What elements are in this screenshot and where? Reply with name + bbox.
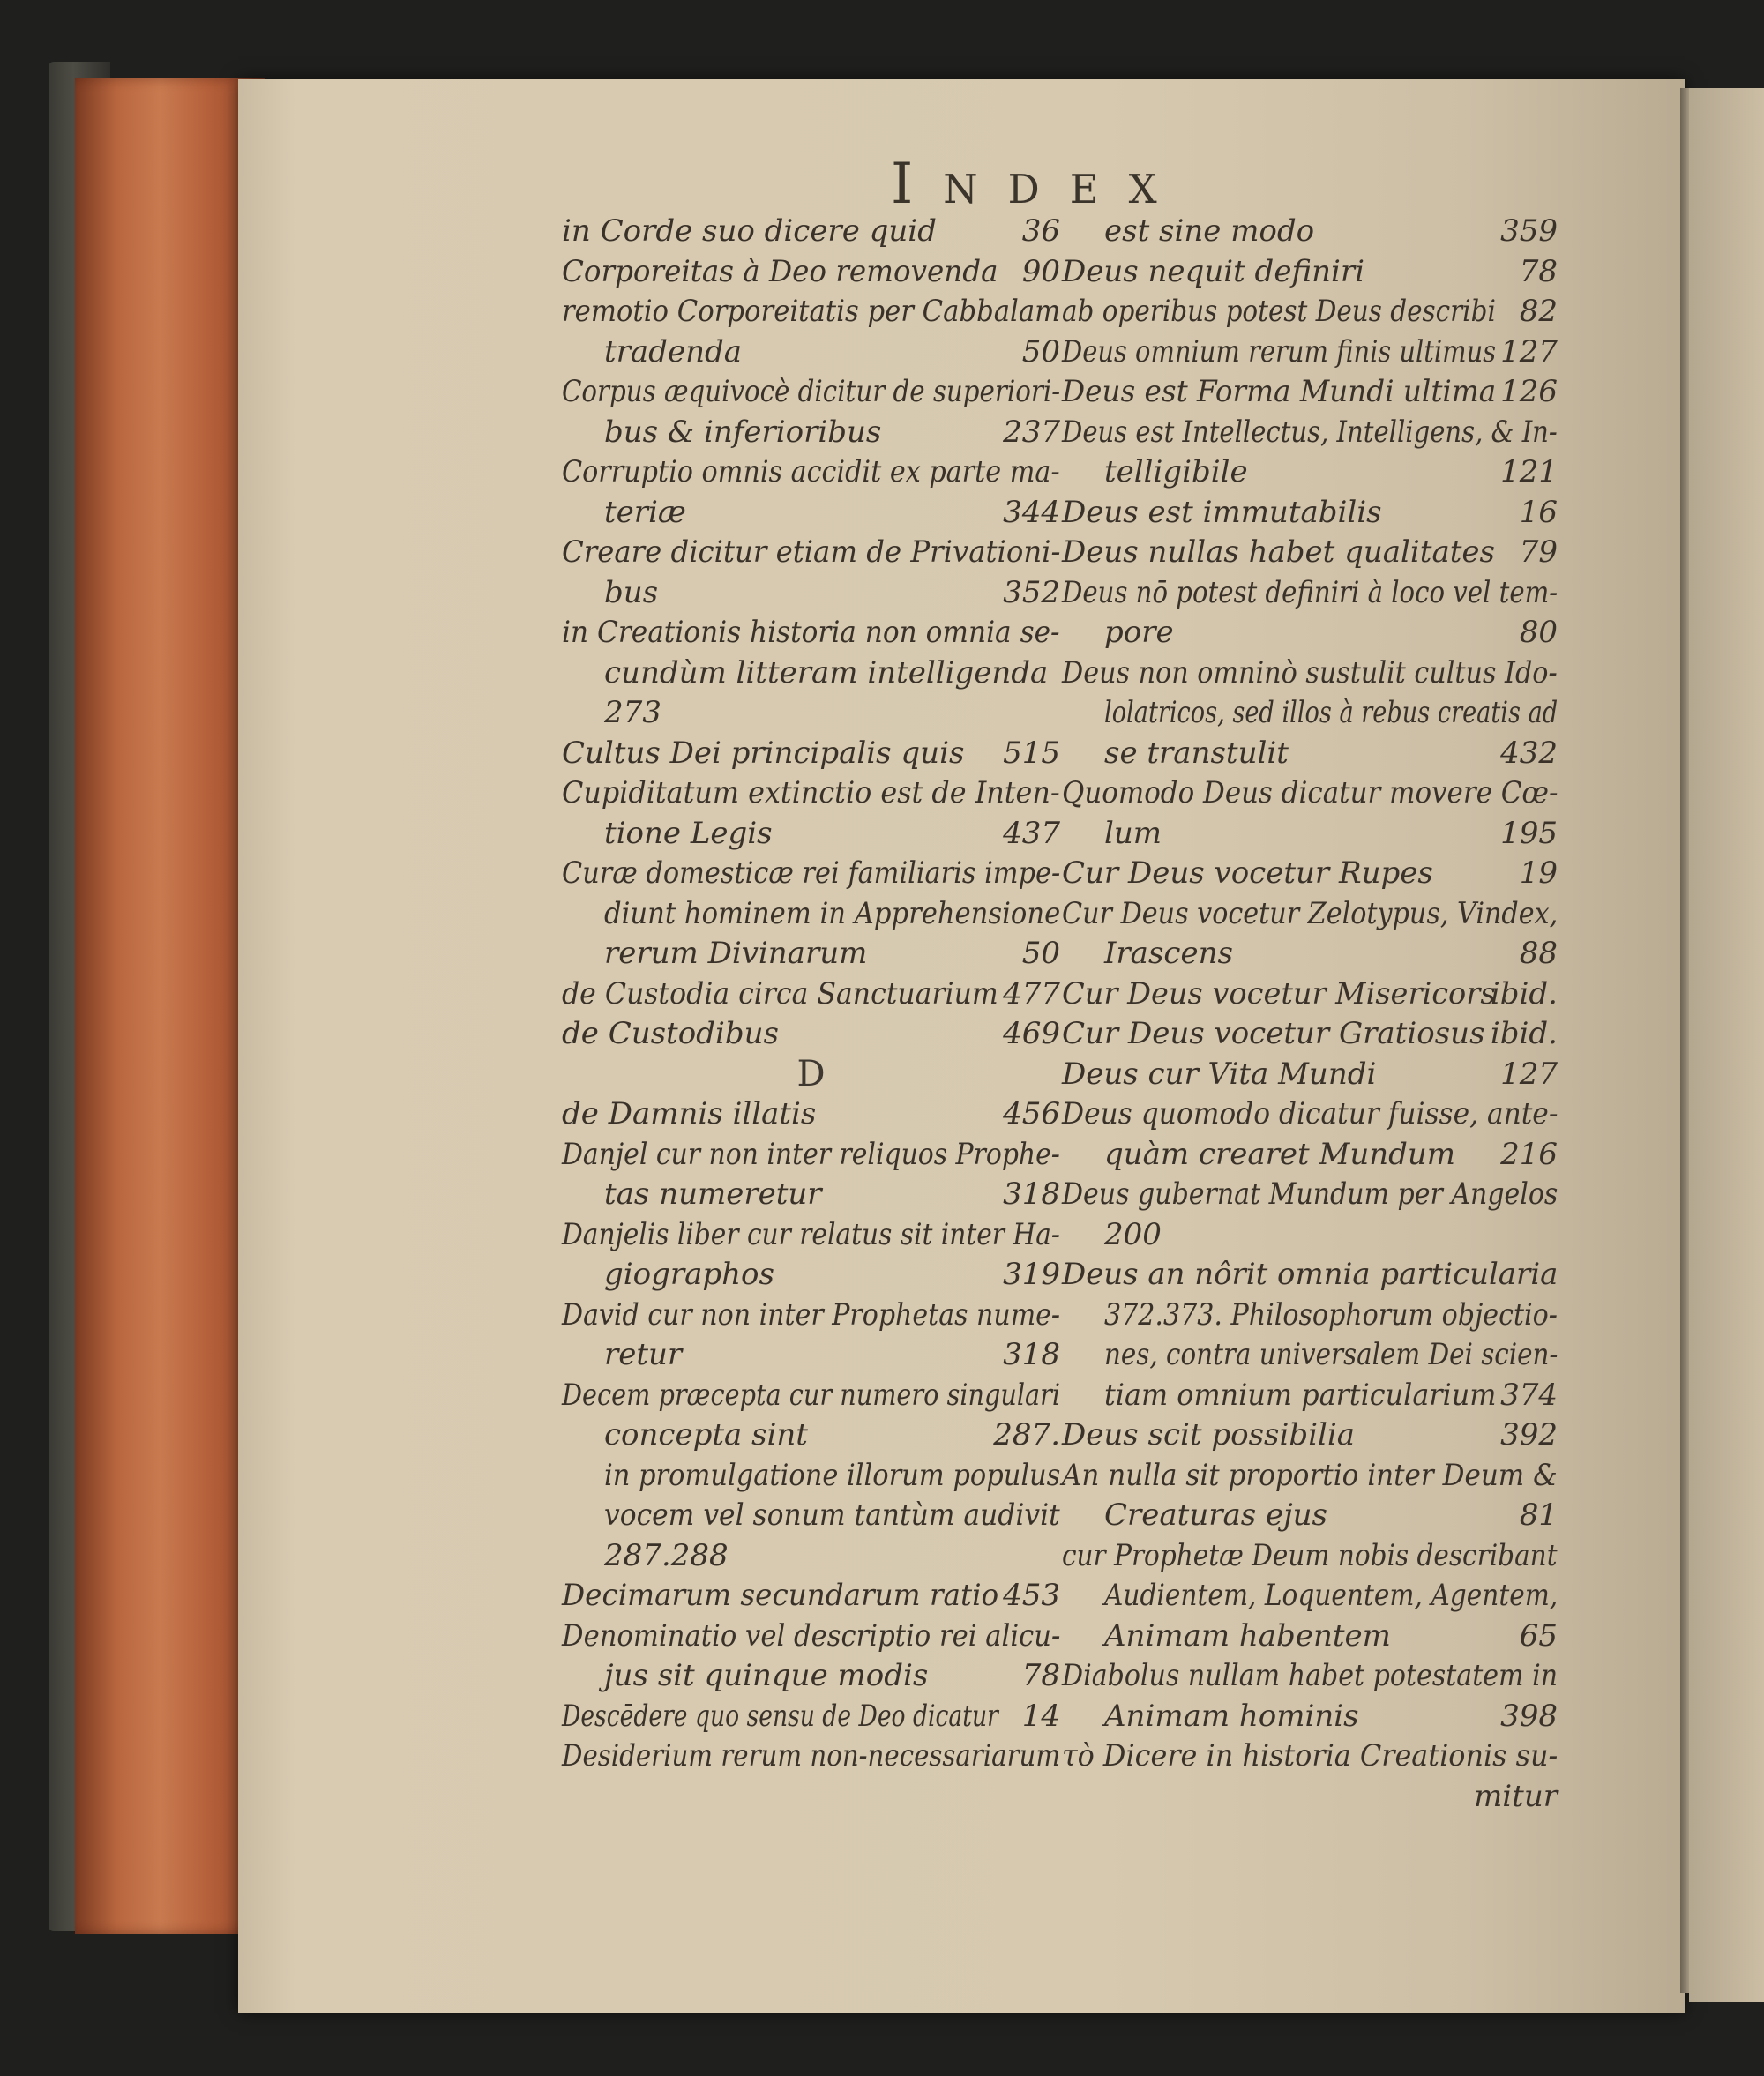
index-column-right xyxy=(1062,212,1558,1817)
index-entry-line xyxy=(562,934,1060,975)
index-entry-text: Deus est Forma Mundi ultima xyxy=(1062,374,1497,409)
index-page-number: 359 xyxy=(1500,213,1558,249)
index-page-number: 50 xyxy=(1021,333,1060,370)
index-entry-line xyxy=(562,1215,1060,1256)
index-entry-line xyxy=(562,1697,1060,1737)
index-page-number: 237 xyxy=(1003,414,1060,450)
index-entry-text: Denominatio vel descriptio rei alicu- xyxy=(562,1617,1061,1654)
index-entry-text: Deus cur Vita Mundi xyxy=(1062,1056,1377,1092)
index-page-number: 477 xyxy=(1003,975,1060,1012)
index-entry-line xyxy=(1062,1014,1558,1055)
index-entry-line xyxy=(1062,1335,1558,1376)
index-page-number: 14 xyxy=(1021,1698,1060,1734)
index-entry-text: tas numeretur xyxy=(604,1176,822,1212)
index-entry-text: tione Legis xyxy=(604,815,773,851)
index-entry-text: in Creationis historia non omnia se- xyxy=(562,615,1060,650)
index-column-left xyxy=(562,212,1060,1777)
index-entry-text: Decem præcepta cur numero singulari xyxy=(562,1377,1061,1413)
index-entry-line xyxy=(1062,1697,1558,1737)
index-page-number: 318 xyxy=(1003,1337,1060,1372)
index-page-number: 16 xyxy=(1519,494,1558,530)
index-page-number: 453 xyxy=(1003,1578,1060,1613)
index-entry-text: lum xyxy=(1104,815,1162,851)
index-entry-text: de Custodibus xyxy=(562,1016,779,1051)
index-entry-line xyxy=(562,734,1060,774)
index-entry-line xyxy=(1062,1617,1558,1657)
index-entry-text: diunt hominem in Apprehensione xyxy=(604,895,1061,931)
index-entry-line xyxy=(562,332,1060,373)
index-entry-line xyxy=(1062,613,1558,653)
index-page-number: 432 xyxy=(1500,735,1558,771)
index-entry-line xyxy=(562,814,1060,855)
index-entry-line xyxy=(1062,854,1558,894)
index-entry-text: Deus omnium rerum finis ultimus xyxy=(1062,333,1497,370)
index-entry-line xyxy=(1062,292,1558,332)
index-entry-line xyxy=(562,252,1060,293)
index-entry-text: rerum Divinarum xyxy=(604,936,868,971)
index-entry-text: de Damnis illatis xyxy=(562,1096,817,1131)
index-entry-text: jus sit quinque modis xyxy=(604,1658,929,1693)
index-entry-text: Irascens xyxy=(1104,936,1233,971)
index-entry-line xyxy=(1062,975,1558,1015)
index-entry-line xyxy=(1062,332,1558,373)
index-page-number: 515 xyxy=(1003,735,1060,771)
index-page-number: 126 xyxy=(1500,374,1558,409)
index-page-number: ibid. xyxy=(1490,1016,1558,1051)
index-entry-line xyxy=(562,653,1060,694)
index-entry-line xyxy=(562,1376,1060,1416)
index-entry-line xyxy=(562,533,1060,573)
index-entry-text: nes, contra universalem Dei scien- xyxy=(1104,1337,1558,1372)
page-edges xyxy=(75,78,265,1934)
index-entry-line xyxy=(562,493,1060,534)
index-entry-line xyxy=(562,1296,1060,1336)
index-entry-line xyxy=(1062,452,1558,493)
index-entry-text: Audientem, Loquentem, Agentem, xyxy=(1104,1578,1558,1613)
index-entry-text: mitur xyxy=(1474,1778,1558,1814)
index-entry-text: se transtulit xyxy=(1104,735,1289,771)
index-entry-text: concepta sint xyxy=(604,1417,808,1452)
index-entry-line xyxy=(1062,894,1558,935)
index-entry-text: 372.373. Philosophorum objectio- xyxy=(1104,1296,1558,1333)
index-entry-line xyxy=(1062,252,1558,293)
index-entry-text: Animam hominis xyxy=(1104,1698,1359,1734)
index-entry-text: vocem vel sonum tantùm audivit xyxy=(604,1497,1060,1533)
index-entry-text: Quomodo Deus dicatur movere Cœ- xyxy=(1062,775,1558,810)
index-entry-line xyxy=(1062,1255,1558,1296)
index-entry-line xyxy=(1062,1376,1558,1416)
index-entry-line xyxy=(1062,693,1558,734)
index-entry-line xyxy=(1062,1055,1558,1095)
index-entry-text: 273 xyxy=(604,695,662,730)
index-entry-text: Desiderium rerum non-necessariarum xyxy=(562,1738,1061,1774)
index-page-number: 374 xyxy=(1500,1377,1558,1413)
index-entry-line xyxy=(562,854,1060,894)
index-entry-line xyxy=(1062,814,1558,855)
index-entry-line xyxy=(562,212,1060,252)
index-page-number: 437 xyxy=(1003,815,1060,851)
index-entry-line xyxy=(562,1335,1060,1376)
index-entry-line xyxy=(1062,1415,1558,1456)
index-entry-text: pore xyxy=(1104,615,1174,650)
index-page-number: 456 xyxy=(1003,1096,1060,1131)
index-entry-line xyxy=(562,894,1060,935)
index-entry-text: Deus nequit definiri xyxy=(1062,253,1365,289)
index-page-number: ibid. xyxy=(1490,975,1558,1012)
index-entry-line xyxy=(1062,1736,1558,1777)
index-page-number: 319 xyxy=(1003,1257,1060,1292)
index-entry-text: Cupiditatum extinctio est de Inten- xyxy=(562,775,1060,810)
index-entry-text: cur Prophetæ Deum nobis describant xyxy=(1062,1537,1558,1573)
index-page-number: 78 xyxy=(1021,1658,1060,1693)
index-entry-text: Deus an nôrit omnia particularia xyxy=(1062,1257,1558,1292)
index-entry-line xyxy=(1062,1094,1558,1135)
index-entry-line xyxy=(1062,934,1558,975)
index-entry-line xyxy=(1062,573,1558,614)
index-entry-text: bus xyxy=(604,574,659,610)
index-entry-line xyxy=(1062,653,1558,694)
index-page-number: 81 xyxy=(1519,1497,1558,1533)
index-entry-line xyxy=(562,452,1060,493)
index-page-number: 398 xyxy=(1500,1698,1558,1734)
index-entry-line xyxy=(1062,734,1558,774)
index-entry-line xyxy=(1062,372,1558,413)
index-entry-text: Creare dicitur etiam de Privationi- xyxy=(562,534,1061,570)
index-entry-text: Danjel cur non inter reliquos Prophe- xyxy=(562,1136,1060,1172)
index-entry-text: Animam habentem xyxy=(1104,1617,1391,1654)
index-page-number: 19 xyxy=(1519,855,1558,891)
index-entry-line xyxy=(562,1656,1060,1697)
index-entry-line xyxy=(562,372,1060,413)
index-entry-text: Deus non omninò sustulit cultus Ido- xyxy=(1062,654,1558,691)
index-entry-line xyxy=(1062,1296,1558,1336)
index-entry-text: Cultus Dei principalis quis xyxy=(562,735,965,771)
page-fold xyxy=(1680,88,1689,1993)
index-entry-text: Descēdere quo sensu de Deo dicatur xyxy=(562,1698,998,1734)
index-entry-text: Diabolus nullam habet potestatem in xyxy=(1062,1658,1558,1693)
index-entry-text: tradenda xyxy=(604,333,743,370)
index-entry-line xyxy=(562,1175,1060,1215)
index-entry-text: 287.288 xyxy=(604,1537,729,1573)
index-entry-line xyxy=(562,1736,1060,1777)
index-page-number: 65 xyxy=(1519,1617,1558,1654)
index-entry-line xyxy=(1062,773,1558,814)
index-entry-line xyxy=(562,1255,1060,1296)
index-entry-text: Cur Deus vocetur Zelotypus, Vindex, xyxy=(1062,895,1558,931)
index-entry-text: Danjelis liber cur relatus sit inter Ha- xyxy=(562,1216,1060,1252)
index-entry-line xyxy=(1062,413,1558,453)
index-entry-line xyxy=(562,292,1060,332)
index-entry-line xyxy=(1062,1656,1558,1697)
index-page-number: 82 xyxy=(1519,294,1558,329)
index-entry-line xyxy=(562,1014,1060,1055)
index-entry-line xyxy=(562,1536,1060,1577)
index-entry-line xyxy=(562,573,1060,614)
index-entry-line xyxy=(1062,1496,1558,1536)
index-page-number: 50 xyxy=(1021,936,1060,971)
index-entry-line xyxy=(1062,533,1558,573)
index-entry-line xyxy=(562,693,1060,734)
index-entry-line xyxy=(1062,1536,1558,1577)
index-entry-line xyxy=(1062,1456,1558,1497)
index-entry-line xyxy=(1062,493,1558,534)
index-entry-line xyxy=(1062,1135,1558,1176)
index-entry-text: Corporeitas à Deo removenda xyxy=(562,253,998,289)
index-page-number: 90 xyxy=(1021,253,1060,289)
index-entry-text: Corruptio omnis accidit ex parte ma- xyxy=(562,454,1060,489)
index-entry-text: Deus est Intellectus, Intelligens, & In- xyxy=(1062,414,1558,450)
index-entry-text: Deus nō potest definiri à loco vel tem- xyxy=(1062,574,1558,610)
index-entry-text: de Custodia circa Sanctuarium xyxy=(562,975,998,1012)
index-entry-line xyxy=(1062,1175,1558,1215)
index-entry-text: Deus quomodo dicatur fuisse, ante- xyxy=(1062,1096,1558,1131)
index-page-number: 121 xyxy=(1500,454,1558,489)
index-page-number: 127 xyxy=(1500,1056,1558,1092)
index-page-number: 344 xyxy=(1003,494,1060,530)
index-entry-text: ab operibus potest Deus describi xyxy=(1062,294,1496,329)
index-entry-text: Cur Deus vocetur Gratiosus xyxy=(1062,1016,1485,1051)
index-entry-text: Corpus æquivocè dicitur de superiori- xyxy=(562,374,1061,409)
index-page-number: 287. xyxy=(993,1417,1060,1452)
index-entry-text: Deus gubernat Mundum per Angelos xyxy=(1062,1176,1558,1212)
index-entry-line xyxy=(562,773,1060,814)
index-entry-text: teriæ xyxy=(604,494,686,530)
index-entry-text: lolatricos, sed illos à rebus creatis ad xyxy=(1104,695,1558,730)
index-entry-text: bus & inferioribus xyxy=(604,414,882,450)
index-entry-text: 200 xyxy=(1104,1216,1162,1252)
section-letter: D xyxy=(796,1053,826,1094)
index-entry-text: Deus est immutabilis xyxy=(1062,494,1382,530)
index-entry-text: Cur Deus vocetur Misericors xyxy=(1062,975,1496,1012)
index-entry-text: Decimarum secundarum ratio xyxy=(562,1578,999,1613)
index-entry-text: Creaturas ejus xyxy=(1104,1497,1328,1533)
index-entry-line xyxy=(562,1456,1060,1497)
index-entry-text: Curæ domesticæ rei familiaris impe- xyxy=(562,855,1061,891)
index-entry-text: quàm crearet Mundum xyxy=(1104,1136,1456,1172)
index-entry-text: τò Dicere in historia Creationis su- xyxy=(1062,1738,1558,1774)
page-heading: Index xyxy=(891,152,1187,217)
index-page-number: 127 xyxy=(1500,333,1558,370)
facing-page xyxy=(1689,88,1764,2002)
index-entry-text: est sine modo xyxy=(1104,213,1315,249)
index-page-number: 36 xyxy=(1021,213,1060,249)
index-entry-text: in Corde suo dicere quid xyxy=(562,213,937,249)
index-entry-text: Deus scit possibilia xyxy=(1062,1417,1356,1452)
index-entry-line xyxy=(562,1617,1060,1657)
index-entry-text: retur xyxy=(604,1337,683,1372)
index-entry-line xyxy=(562,1576,1060,1617)
index-entry-line xyxy=(562,1094,1060,1135)
index-page-number: 318 xyxy=(1003,1176,1060,1212)
index-entry-text: An nulla sit proportio inter Deum & xyxy=(1062,1457,1558,1493)
index-entry-text: remotio Corporeitatis per Cabbalam xyxy=(562,294,1061,329)
index-entry-text: tiam omnium particularium xyxy=(1104,1377,1497,1413)
index-entry-line xyxy=(562,1496,1060,1536)
index-entry-line xyxy=(562,1415,1060,1456)
index-entry-line xyxy=(562,1135,1060,1176)
index-entry-line xyxy=(1062,1576,1558,1617)
index-entry-line xyxy=(1062,1215,1558,1256)
index-entry-text: Cur Deus vocetur Rupes xyxy=(1062,855,1433,891)
index-page-number: 88 xyxy=(1519,936,1558,971)
index-entry-text: in promulgatione illorum populus xyxy=(604,1457,1061,1493)
index-entry-text: giographos xyxy=(604,1257,774,1292)
index-entry-line xyxy=(1062,212,1558,252)
index-page-number: 392 xyxy=(1500,1417,1558,1452)
index-entry-text: David cur non inter Prophetas nume- xyxy=(562,1296,1061,1333)
index-entry-text: telligibile xyxy=(1104,454,1248,489)
index-page-number: 195 xyxy=(1500,815,1558,851)
index-page-number: 469 xyxy=(1003,1016,1060,1051)
index-entry-line xyxy=(562,613,1060,653)
index-page-number: 216 xyxy=(1500,1136,1558,1172)
index-page-number: 80 xyxy=(1519,615,1558,650)
index-entry-line xyxy=(1062,1777,1558,1818)
index-page-number: 352 xyxy=(1003,574,1060,610)
index-entry-line xyxy=(562,975,1060,1015)
index-page-number: 79 xyxy=(1519,534,1558,570)
index-entry-text: cundùm litteram intelligenda xyxy=(604,654,1049,691)
index-page-number: 78 xyxy=(1519,253,1558,289)
index-entry-line xyxy=(562,413,1060,453)
index-entry-text: Deus nullas habet qualitates xyxy=(1062,534,1495,570)
